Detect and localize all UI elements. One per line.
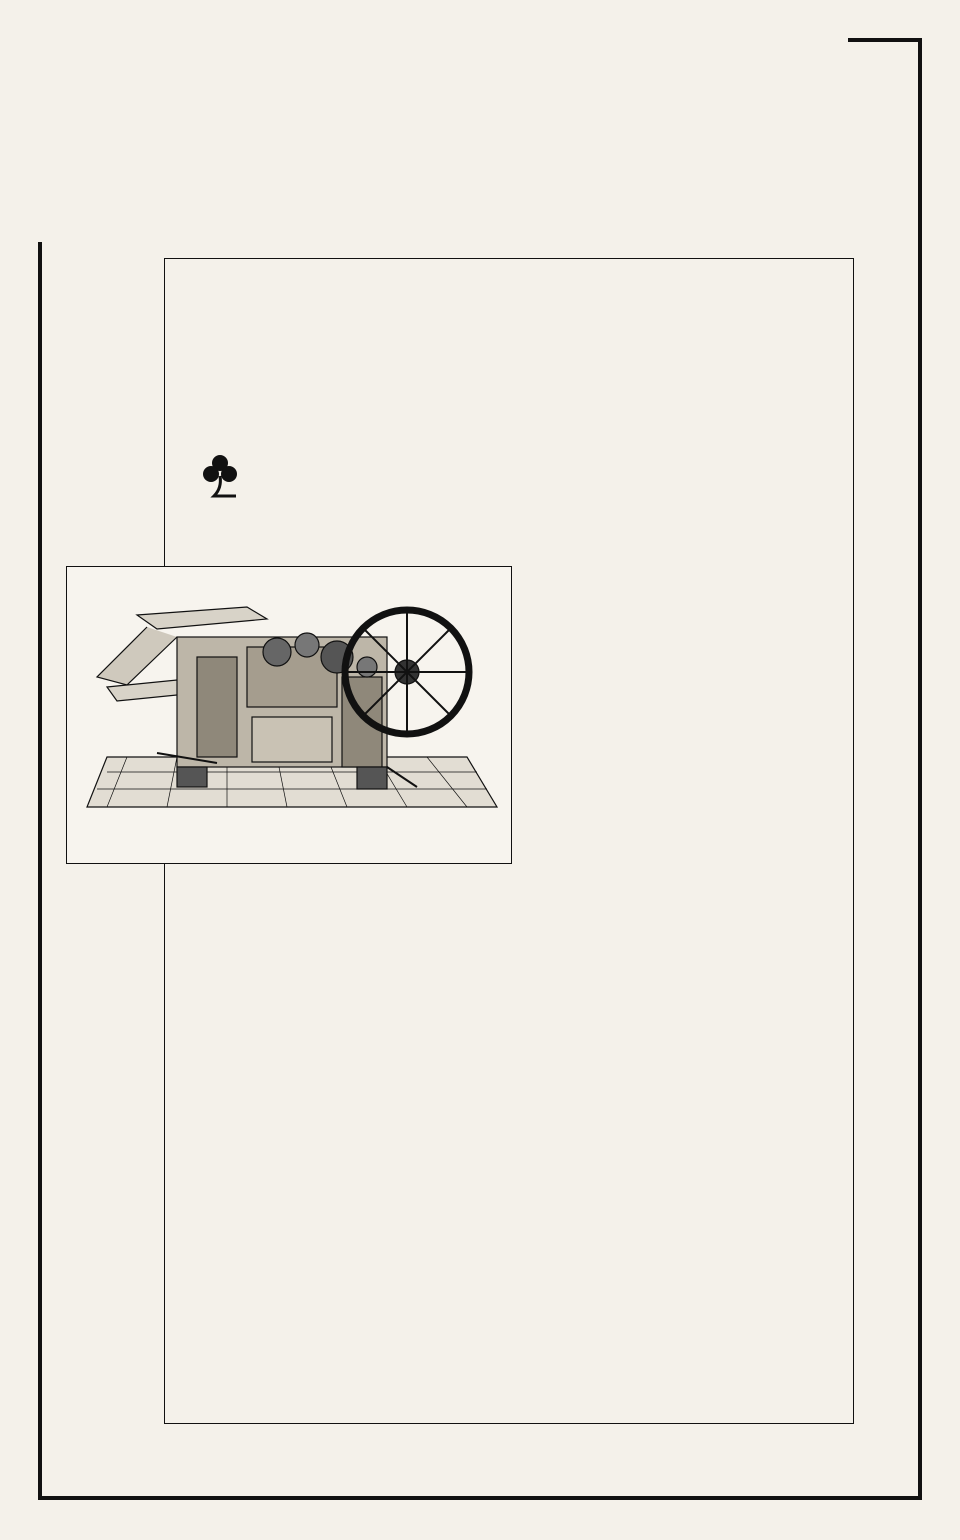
fleuron-icon bbox=[196, 1080, 306, 1102]
fleuron-icon bbox=[196, 896, 272, 918]
art-nouveau-ornament-top bbox=[34, 36, 848, 242]
section-2-header bbox=[196, 1074, 846, 1114]
printing-press-illustration bbox=[66, 566, 512, 864]
wavy-rule bbox=[196, 342, 836, 352]
section-1-header bbox=[196, 890, 846, 930]
fleuron-icon bbox=[702, 1080, 816, 1102]
zigzag-rule-bottom bbox=[512, 808, 856, 832]
fleuron-icon bbox=[726, 896, 802, 918]
footer-ornament bbox=[196, 1382, 846, 1408]
zigzag-rule-top bbox=[512, 596, 856, 620]
fleuron-band-right bbox=[858, 300, 902, 1460]
clover-icon bbox=[200, 450, 240, 500]
fleuron-band-bottom bbox=[196, 1426, 856, 1470]
